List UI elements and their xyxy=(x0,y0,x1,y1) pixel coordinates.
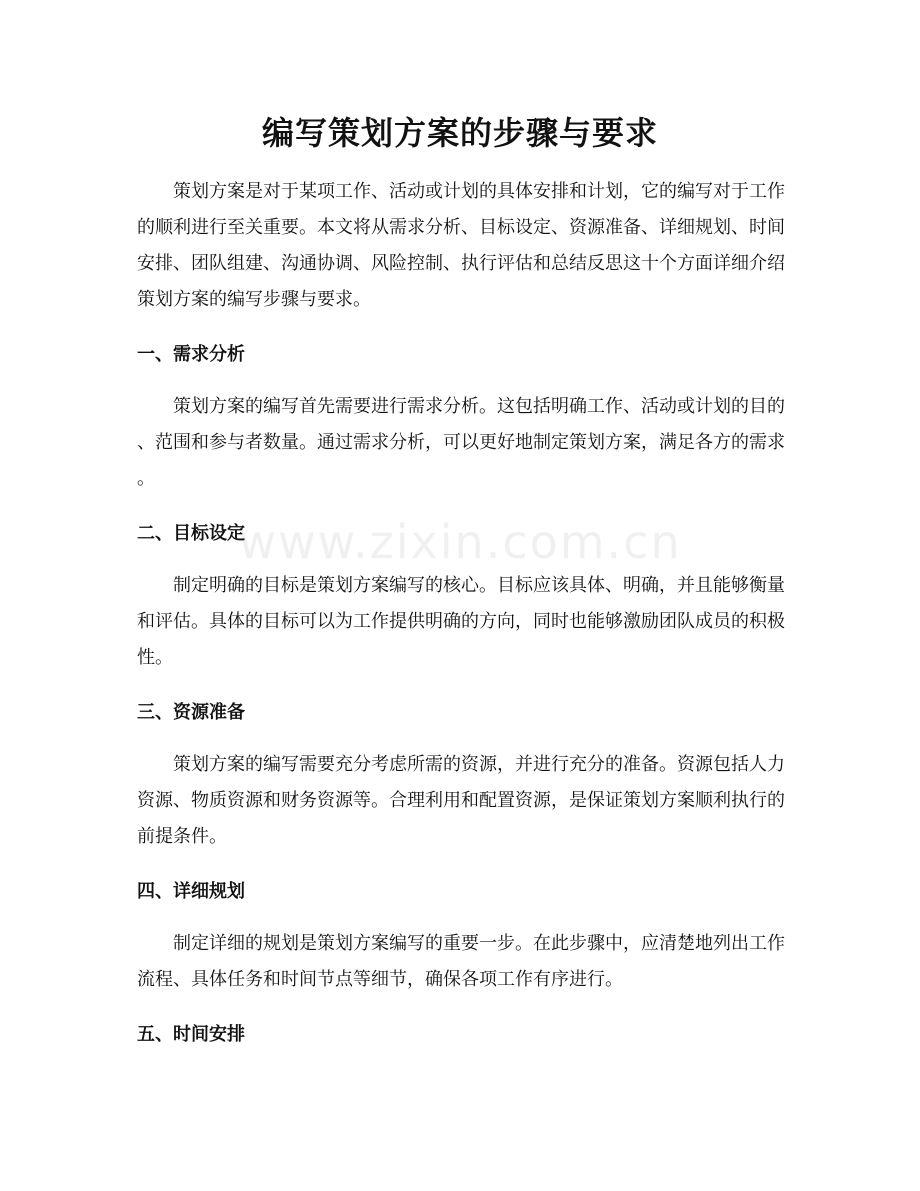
paragraph-line: 。 xyxy=(137,468,155,489)
paragraph-line: 、范围和参与者数量。通过需求分析，可以更好地制定策划方案，满足各方的需求 xyxy=(137,432,785,453)
paragraph-line: 前提条件。 xyxy=(137,826,227,847)
paragraph-line: 策划方案是对于某项工作、活动或计划的具体安排和计划，它的编写对于工作 xyxy=(173,181,785,202)
paragraph-line: 制定详细的规划是策划方案编写的重要一步。在此步骤中，应清楚地列出工作 xyxy=(173,933,785,954)
paragraph-line: 策划方案的编写步骤与要求。 xyxy=(137,289,371,310)
paragraph-line: 和评估。具体的目标可以为工作提供明确的方向，同时也能够激励团队成员的积极 xyxy=(137,611,785,632)
paragraph-line: 安排、团队组建、沟通协调、风险控制、执行评估和总结反思这十个方面详细介绍 xyxy=(137,253,785,274)
section-paragraph xyxy=(137,926,785,998)
section-paragraph xyxy=(137,747,785,855)
section-heading: 三、资源准备 xyxy=(137,702,245,723)
intro-paragraph xyxy=(137,174,785,318)
paragraph-line: 资源、物质资源和财务资源等。合理利用和配置资源，是保证策划方案顺利执行的 xyxy=(137,790,785,811)
paragraph-line: 策划方案的编写首先需要进行需求分析。这包括明确工作、活动或计划的目的 xyxy=(173,396,785,417)
section-heading: 四、详细规划 xyxy=(137,881,245,902)
watermark: www.zixin.com.cn xyxy=(238,515,682,569)
section-heading: 二、目标设定 xyxy=(137,523,245,544)
paragraph-line: 流程、具体任务和时间节点等细节，确保各项工作有序进行。 xyxy=(137,969,623,990)
paragraph-line: 策划方案的编写需要充分考虑所需的资源，并进行充分的准备。资源包括人力 xyxy=(173,754,785,775)
section-heading: 五、时间安排 xyxy=(137,1024,245,1045)
document-body xyxy=(137,174,785,1069)
document-title: 编写策划方案的步骤与要求 xyxy=(261,114,658,152)
section-paragraph xyxy=(137,389,785,497)
paragraph-line: 制定明确的目标是策划方案编写的核心。目标应该具体、明确，并且能够衡量 xyxy=(173,575,785,596)
paragraph-line: 性。 xyxy=(137,647,173,668)
paragraph-line: 的顺利进行至关重要。本文将从需求分析、目标设定、资源准备、详细规划、时间 xyxy=(137,217,785,238)
section-heading: 一、需求分析 xyxy=(137,344,245,365)
section-paragraph xyxy=(137,568,785,676)
